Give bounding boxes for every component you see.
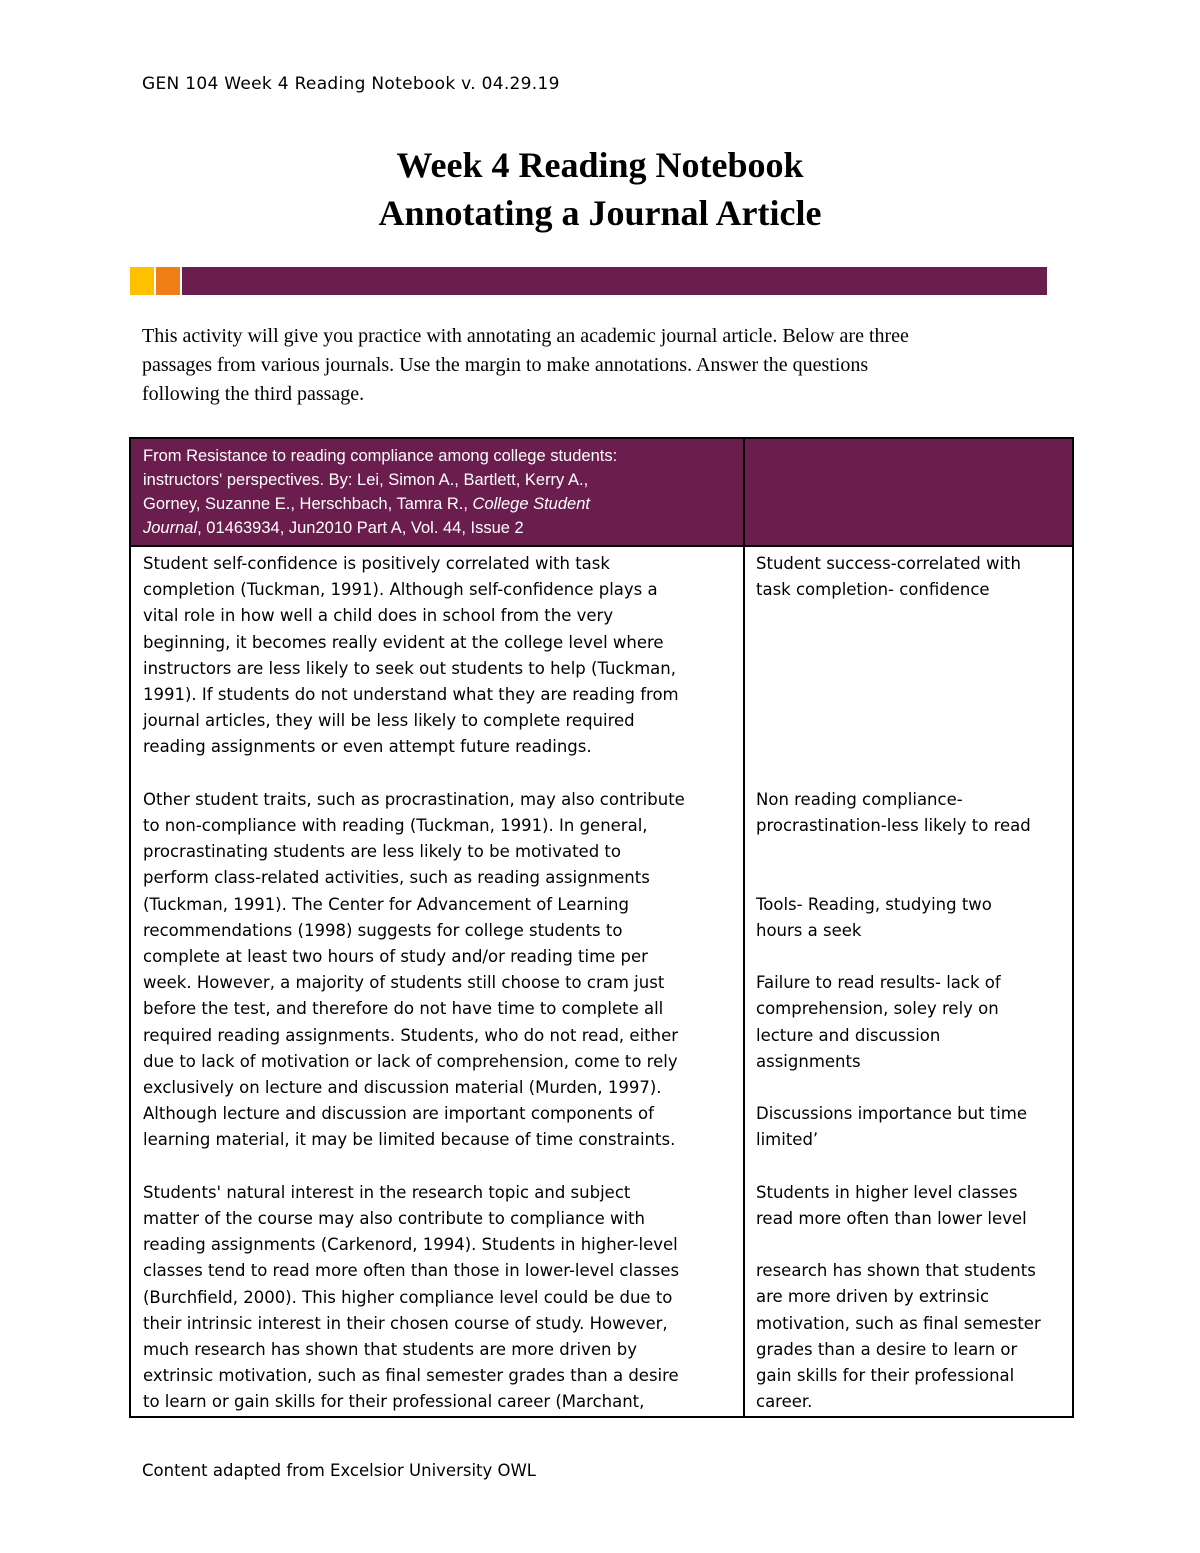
annotation-line: task completion- confidence [756,580,990,600]
passage-line: beginning, it becomes really evident at the college level where [143,632,664,652]
passage-line: Students' natural interest in the research topic and subject [143,1182,631,1202]
passage-line: Although lecture and discussion are important components of [143,1104,654,1124]
citation-journal-cont: Journal [143,519,198,537]
annotation-line: assignments [756,1051,861,1071]
annotation-line: hours a seek [756,920,862,940]
passage-line: exclusively on lecture and discussion material (Murden, 1997). [143,1078,662,1098]
source-citation [130,438,744,546]
annotation-line: comprehension, soley rely on [756,999,999,1019]
citation-line: instructors' perspectives. By: Lei, Simon A., Bartlett, Kerry A., [143,471,589,489]
intro-line: This activity will give you practice with annotating an academic journal article. Below are three [142,325,909,347]
annotation-line: gain skills for their professional [756,1366,1015,1386]
annotation-gap [756,656,1064,682]
annotation-line: Failure to read results- lack of [756,973,1001,993]
annotation-line: lecture and discussion [756,1025,941,1045]
passage-line: matter of the course may also contribute to compliance with [143,1209,645,1229]
annotation-line: research has shown that students [756,1261,1036,1281]
annotation-gap [756,603,1064,629]
annotation-table [129,437,1074,1418]
citation-authors: Gorney, Suzanne E., Herschbach, Tamra R., [143,495,473,513]
table-body-row [130,546,1073,1417]
annotation-gap [756,865,1064,891]
annotation-line: read more often than lower level [756,1208,1027,1228]
annotation-gap [756,1154,1064,1180]
passage-line: completion (Tuckman, 1991). Although self-confidence plays a [143,580,658,600]
annotation-gap [756,1232,1064,1258]
passage-line: journal articles, they will be less likely to complete required [143,711,635,731]
passage-line: instructors are less likely to seek out students to help (Tuckman, [143,658,676,678]
annotation-line: procrastination-less likely to read [756,815,1031,835]
intro-line: following the third passage. [142,383,365,405]
passage-text-cell [130,546,744,1417]
passage-line: complete at least two hours of study and/or reading time per [143,947,648,967]
annotation-gap [756,839,1064,865]
page-title: Week 4 Reading Notebook [396,145,804,185]
intro-line: passages from various journals. Use the margin to make annotations. Answer the questions [142,354,869,376]
table-header-row [130,438,1073,546]
passage-line: learning material, it may be limited because of time constraints. [143,1130,676,1150]
passage-line: reading assignments or even attempt future readings. [143,737,592,757]
annotation-gap [756,944,1064,970]
annotation-line: Discussions importance but time [756,1104,1028,1124]
passage-line: their intrinsic interest in their chosen course of study. However, [143,1313,668,1333]
annotation-gap [756,708,1064,734]
passage-line: to non-compliance with reading (Tuckman, 1991). In general, [143,816,648,836]
footer-credit: Content adapted from Excelsior University OWL [142,1461,537,1480]
header-margin-cell [744,438,1073,546]
paragraph-gap [143,761,735,787]
annotation-gap [756,761,1064,787]
annotation-line: Non reading compliance- [756,789,963,809]
passage-line: Student self-confidence is positively correlated with task [143,554,610,573]
citation-line: From Resistance to reading compliance among college students: [143,447,618,465]
accent-bar-purple [182,267,1047,295]
citation-line [143,516,733,540]
passage-line: (Burchfield, 2000). This higher compliance level could be due to [143,1287,673,1307]
citation-details: , 01463934, Jun2010 Part A, Vol. 44, Issue 2 [197,519,524,537]
annotation-gap [756,734,1064,760]
annotation-line: grades than a desire to learn or [756,1339,1018,1359]
citation-line [143,492,733,516]
accent-bar-yellow [130,267,154,295]
annotation-gap [756,1075,1064,1101]
document-header: GEN 104 Week 4 Reading Notebook v. 04.29.19 [142,74,560,94]
passage-line: vital role in how well a child does in school from the very [143,606,614,626]
annotation-line: are more driven by extrinsic [756,1287,990,1307]
annotation-gap [756,682,1064,708]
intro-paragraph [142,322,1062,409]
citation-journal: College Student [472,495,590,513]
annotation-line: Students in higher level classes [756,1182,1018,1202]
accent-bar-orange [156,267,180,295]
annotation-line: motivation, such as final semester [756,1313,1041,1333]
annotation-line: limited’ [756,1130,819,1150]
passage-line: due to lack of motivation or lack of comprehension, come to rely [143,1051,678,1071]
passage-line: extrinsic motivation, such as final semester grades than a desire [143,1366,679,1386]
annotation-gap [756,630,1064,656]
passage-line: much research has shown that students are more driven by [143,1340,637,1360]
annotation-margin-cell[interactable] [744,546,1073,1417]
passage-line: to learn or gain skills for their professional career (Marchant, [143,1392,645,1412]
passage-line: (Tuckman, 1991). The Center for Advancement of Learning [143,894,629,914]
passage-line: reading assignments (Carkenord, 1994). Students in higher-level [143,1235,678,1255]
page-subtitle: Annotating a Journal Article [378,193,822,233]
passage-line: 1991). If students do not understand what they are reading from [143,685,679,705]
paragraph-gap [143,1154,735,1180]
passage-line: week. However, a majority of students still choose to cram just [143,973,665,993]
annotation-line: Student success-correlated with [756,554,1021,573]
passage-line: classes tend to read more often than those in lower-level classes [143,1261,680,1281]
passage-line: before the test, and therefore do not have time to complete all [143,999,664,1019]
passage-line: procrastinating students are less likely to be motivated to [143,842,621,862]
annotation-line: Tools- Reading, studying two [756,894,992,914]
annotation-line: career. [756,1392,813,1412]
passage-line: required reading assignments. Students, who do not read, either [143,1025,679,1045]
passage-line: recommendations (1998) suggests for college students to [143,920,623,940]
passage-line: Other student traits, such as procrastination, may also contribute [143,789,685,809]
passage-line: perform class-related activities, such as reading assignments [143,868,650,888]
